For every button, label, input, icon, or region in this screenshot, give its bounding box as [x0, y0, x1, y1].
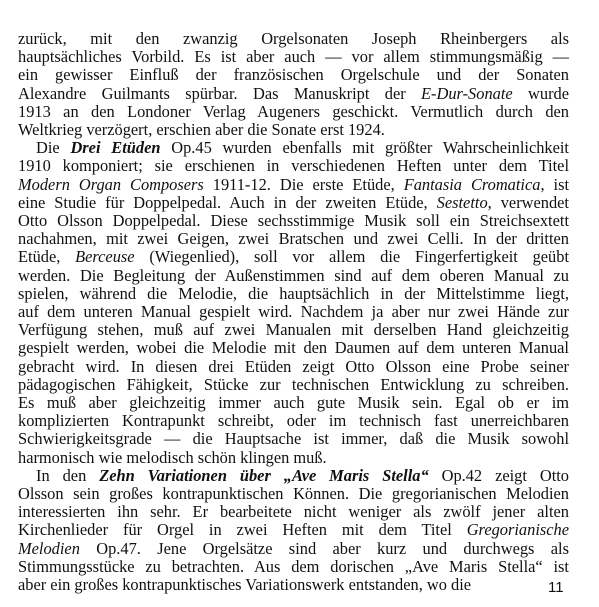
text-line — [18, 230, 569, 248]
text-line — [18, 30, 569, 48]
text-run: Op.42 zeigt Otto — [428, 465, 570, 485]
text-run: Es muß aber gleichzeitig immer auch gute Musik sein. Egal ob er im — [18, 393, 569, 413]
body-text — [18, 30, 569, 594]
italic-title: Modern Organ Composers — [18, 174, 204, 194]
work-title: Zehn Variationen über „Ave Maris Stella“ — [99, 465, 429, 485]
text-line — [18, 285, 569, 303]
text-run: 1913 an den Londoner Verlag Augeners geschickt. Vermutlich durch den — [18, 101, 569, 121]
text-line — [18, 267, 569, 285]
text-run: zurück, mit den zwanzig Orgelsonaten Joseph Rheinbergers als — [18, 29, 569, 48]
text-run: Die — [36, 138, 71, 158]
italic-title: E-Dur-Sonate — [421, 83, 513, 103]
text-line — [18, 558, 569, 576]
text-line — [18, 103, 569, 121]
work-title: Drei Etüden — [70, 138, 161, 158]
text-run: , ist — [540, 174, 570, 194]
italic-title: Gregorianische — [466, 520, 569, 540]
text-run: spielen, während die Melodie, die hauptsächlich in der Mittelstimme liegt, — [18, 283, 569, 303]
text-line — [18, 66, 569, 84]
text-run: Verfügung stehen, muß auf zwei Manualen mit derselben Hand gleichzeitig — [18, 320, 569, 340]
text-run: nachahmen, mit zwei Geigen, zwei Bratschen und zwei Celli. In der dritten — [18, 229, 569, 249]
text-line — [18, 449, 569, 467]
text-run: komplizierten Kontrapunkt schreibt, oder im technisch fast unerreichbaren — [18, 411, 569, 431]
text-run: In den — [36, 465, 100, 485]
text-line — [18, 394, 569, 412]
paragraph-rheinberger — [18, 30, 569, 139]
text-line — [18, 339, 569, 357]
text-line — [18, 121, 569, 139]
text-line — [18, 503, 569, 521]
text-run: Schwierigkeitsgrade — die Hauptsache ist immer, daß die Musik sowohl — [18, 429, 569, 449]
text-run: Kirchenlieder für Orgel in zwei Heften mit dem Titel — [18, 520, 467, 540]
text-run: auf dem unteren Manual gespielt wird. Nachdem ja aber nur zwei Hände zur — [18, 302, 569, 322]
text-run: 1910 komponiert; sie erschienen in verschiedenen Heften unter dem Titel — [18, 156, 569, 176]
text-run: eine Studie für Doppelpedal. Auch in der zweiten Etüde, — [18, 192, 437, 212]
text-run: , verwendet — [487, 192, 569, 212]
text-run: 1911-12. Die erste Etüde, — [203, 174, 404, 194]
text-run: gespielt werden, wobei die Melodie mit den Daumen auf dem unteren Manual — [18, 338, 569, 358]
paragraph-zehn-variationen — [18, 467, 569, 594]
text-line — [18, 521, 569, 539]
text-run: harmonisch wie melodisch schön klingen muß. — [18, 447, 327, 467]
text-line — [18, 194, 569, 212]
text-line — [18, 430, 569, 448]
text-run: Weltkrieg verzögert, erschien aber die Sonate erst 1924. — [18, 120, 385, 140]
text-run: Op.45 wurden ebenfalls mit größter Wahrscheinlichkeit — [160, 138, 569, 158]
text-run: Op.47. Jene Orgelsätze sind aber kurz und durchwegs als — [79, 538, 569, 558]
text-line — [18, 176, 569, 194]
text-line — [18, 358, 569, 376]
text-line — [18, 85, 569, 103]
text-run: hauptsächliches Vorbild. Es ist aber auch — vor allem stimmungsmäßig — — [18, 47, 569, 67]
text-run: Otto Olsson Doppelpedal. Diese sechsstimmige Musik soll ein Streichsextett — [18, 211, 569, 231]
text-line — [18, 139, 569, 157]
text-run: ein gewisser Einfluß der französischen Orgelschule und der Sonaten — [18, 65, 569, 85]
text-line — [18, 321, 569, 339]
text-run: interessierten ihn sehr. Er bearbeitete nicht weniger als zwölf jener alten — [18, 502, 569, 522]
page-number: 11 — [548, 579, 564, 596]
text-line — [18, 48, 569, 66]
paragraph-drei-etueden — [18, 139, 569, 467]
text-line — [18, 540, 569, 558]
text-line — [18, 157, 569, 175]
text-line — [18, 212, 569, 230]
text-run: Olsson sein großes kontrapunktischen Können. Die gregorianischen Melodien — [18, 484, 569, 504]
text-run: Alexandre Guilmants spürbar. Das Manuskript der — [18, 83, 422, 103]
text-run: Etüde, — [18, 247, 76, 267]
text-line — [18, 248, 569, 266]
text-line — [18, 412, 569, 430]
text-run: pädagogischen Fähigkeit, Stücke zur technischen Entwicklung zu schreiben. — [18, 374, 569, 394]
text-run: wurde — [512, 83, 569, 103]
italic-title: Sestetto — [436, 192, 488, 212]
text-run: (Wiegenlied), soll vor allem die Fingerfertigkeit geübt — [134, 247, 569, 267]
italic-title: Melodien — [18, 538, 80, 558]
text-line — [18, 376, 569, 394]
text-line — [18, 467, 569, 485]
text-run: werden. Die Begleitung der Außenstimmen sind auf dem oberen Manual zu — [18, 265, 569, 285]
text-run: aber ein großes kontrapunktisches Variationswerk entstanden, wo die — [18, 575, 472, 595]
italic-title: Berceuse — [75, 247, 135, 267]
italic-title: Fantasia Cromatica — [403, 174, 541, 194]
text-run: Stimmungsstücke zu betrachten. Aus dem dorischen „Ave Maris Stella“ ist — [18, 556, 569, 576]
text-line — [18, 303, 569, 321]
text-run: gebracht wird. In diesen drei Etüden zeigt Otto Olsson eine Probe seiner — [18, 356, 569, 376]
text-line — [18, 485, 569, 503]
text-line — [18, 576, 569, 594]
